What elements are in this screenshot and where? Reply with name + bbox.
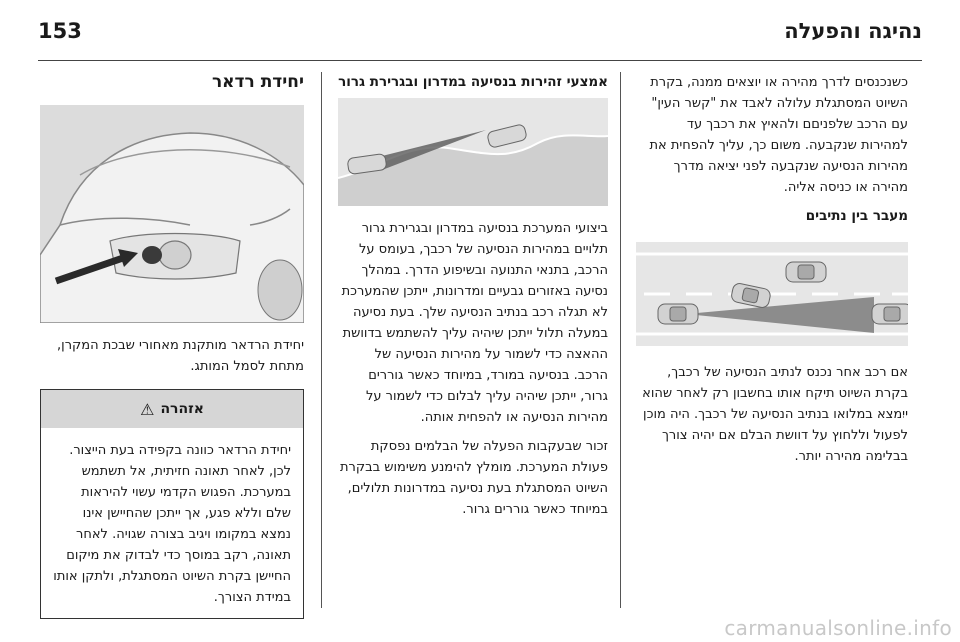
watermark: carmanualsonline.info	[724, 616, 952, 640]
right-column	[636, 72, 908, 475]
page-header	[38, 14, 922, 48]
merging-car	[730, 282, 771, 308]
column-divider-left	[321, 72, 322, 608]
freeway-paragraph: כשנכנסים לדרך מהירה או יוצאים ממנה, בקרת השיוט המסתגלת עלולה לאבד את "קשר העין" עם הרכב שלפניםם ולהאיץ את רכבך עד למהירות שנקבעה. משום כך, עליך להפחית את מהירות הנסיעה שנקבעה לפני יציאה מדרך מהירה או כניסה אליה.	[649, 75, 908, 195]
lane-change-illustration	[636, 242, 908, 346]
uphill-car	[487, 124, 528, 149]
page-number: 153	[38, 19, 82, 43]
ego-car	[872, 304, 908, 324]
header-divider	[38, 60, 922, 61]
lane-change-paragraph: אם רכב אחר נכנס לנתיב הנסיעה של רכבך, בקרת השיוט תיקח אותו בחשבון רק לאחר שהוא ייִמצא במלואו בנתיב הנסיעה של רכבך. היה מוכן לפעול וללחוץ על דוושת הבלם אם יהיה צורך בבלימה מהירה יותר.	[642, 365, 908, 464]
other-car	[786, 262, 826, 282]
left-column	[40, 72, 304, 619]
column-divider-right	[620, 72, 621, 608]
car-ahead	[658, 304, 698, 324]
radar-caption: יחידת הרדאר מותקנת מאחורי שבכת המקרן, מתחת לסמל המותג.	[57, 338, 304, 374]
slopes-paragraph-1: ביצועי המערכת בנסיעה במדרון ובגרירת גרור תלויים במהירות הנסיעה של רכבך, בעומס על הרכב, בתנאי התנועה ובשיפוע הדרך. במהלך נסיעה באזורים גבעיים ומדרונות, ייתכן שהמערכת לא תגלה רכב בנתיב הנסיעה שלך. בעת נסיעה במעלה תלול ייתכן שיהיה עליך להשתמש בדוושת ההאצה כדי לשמור על מהירות הנסיעה של הרכב. בנסיעה במורד, במיוחד כאשר גוררים גרור, ייתכן שיהיה עליך לבלום כדי לשמור על מהירות הנסיעה או להפחית אותה.	[341, 221, 608, 425]
slopes-paragraph-2: זכור שבעקבות הפעלה של הבלמים נפסקת פעולת המערכת. מומלץ להימנע משימוש בבקרת השיוט המסתגלת בעת נסיעה במדרונות תלולים, במיוחד כאשר גוררים גרור.	[340, 439, 608, 517]
warning-text: יחידת הרדאר כוונה בקפידה בעת הייצור. לכן, לאחר תאונה חזיתית, אל תשתמש במערכת. הפגוש הקדמי עשוי להיראות שלם וללא פגע, אך ייתכן שהחיישן אינו נמצא במקומו ויגיב בצורה שגויה. לאחר תאונה, רקב במוסך כדי לבדוק את מיקום החיישן בקרת השיוט המסתגלת, ולתקן אותו במידת הצורך.	[53, 443, 291, 605]
radar-heading: יחידת רדאר	[211, 72, 304, 92]
warning-box	[40, 389, 304, 619]
page-title: נהיגה והפעלה	[784, 19, 922, 43]
middle-column	[338, 72, 608, 528]
slopes-heading: אמצעי זהירות בנסיעה במדרון ובגרירת גרור	[338, 74, 608, 90]
warning-label: אזהרה	[160, 400, 204, 417]
radar-sensor	[142, 246, 162, 264]
warning-triangle-icon: ⚠	[140, 399, 155, 419]
warning-header	[41, 390, 303, 428]
hill-driving-illustration	[338, 98, 608, 206]
radar-location-illustration	[40, 105, 304, 323]
lane-change-heading: מעבר בין נתיבים	[805, 208, 908, 224]
